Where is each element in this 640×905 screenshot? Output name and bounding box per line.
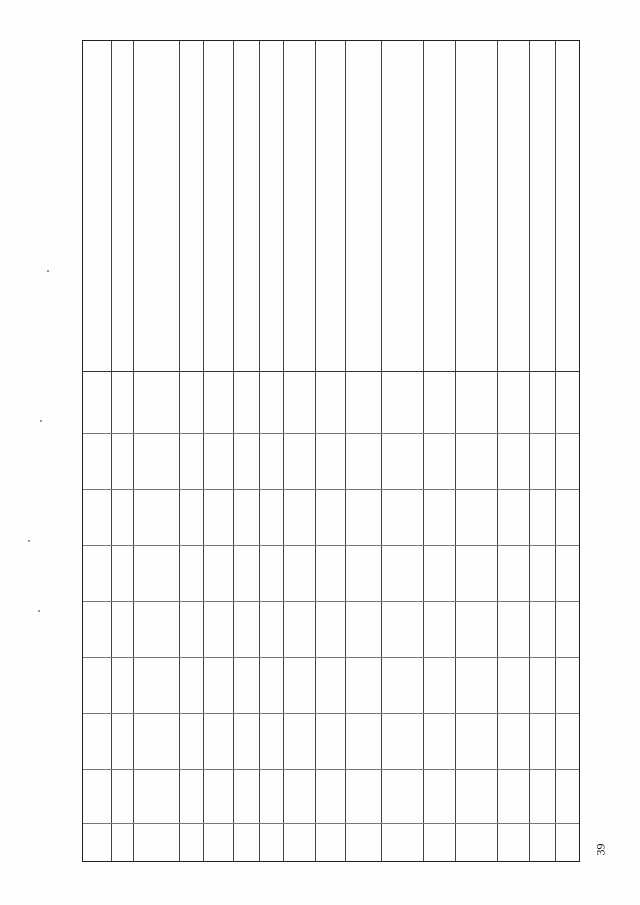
table-rule [315,41,316,861]
scan-speck [47,270,49,272]
table-rule [455,41,456,861]
table-rule [203,41,204,861]
table-rule [179,41,180,861]
table-rule [259,41,260,861]
table-rule [497,41,498,861]
table-rule [529,41,530,861]
table-rule [133,41,134,861]
table-rule [83,769,579,770]
table-rule [83,657,579,658]
table-rule [83,489,579,490]
scan-speck [40,420,42,422]
table-rule [423,41,424,861]
table-rule [233,41,234,861]
page-number: 39 [593,843,608,856]
table-rule [111,41,112,861]
table-rule [83,713,579,714]
inventory-table [82,40,580,862]
scan-speck [28,540,30,542]
table-rule [83,371,579,372]
table-rule [555,41,556,861]
table-rule [83,601,579,602]
table-rule [83,433,579,434]
table-rule [83,545,579,546]
scan-speck [38,610,40,612]
table-rule [83,823,579,824]
table-rule [381,41,382,861]
table-rule [345,41,346,861]
table-rule [283,41,284,861]
